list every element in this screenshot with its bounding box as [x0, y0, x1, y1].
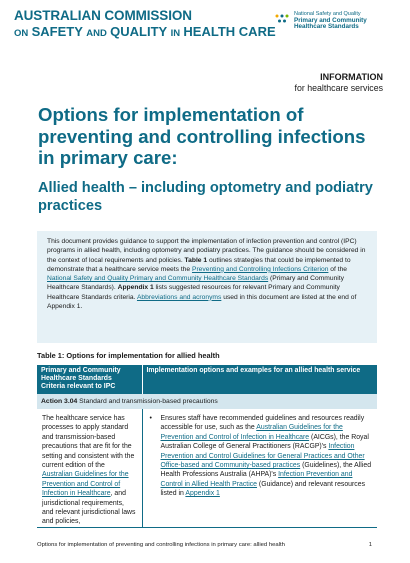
racgp-guidelines-link[interactable]: Infection Prevention and Control Guidelines for General Practices and Other Office-based and Community-based practices — [160, 443, 365, 469]
list-item: • Ensures staff have recommended guidelines and resources readily accessible for use, such as the Australian Guidelines for the Prevention and Control of Infection in Healthcare (AICGs), the Royal Australian College of General Practitioners (RACGP)'s Infection Prevention and Control Guidelines for General Practices and Other Office-based and Community-based practices (Guidelines), the Allied Health Professions Australia (AHPA)'s Infection Prevention and Control in Allied Health Practice (Guidance) and relevant resources listed in Appendix 1 — [161, 414, 373, 499]
column-header-options: Implementation options and examples for an allied health service — [142, 365, 377, 394]
action-number: Action 3.04 — [41, 397, 78, 405]
appendix-link[interactable]: Appendix 1 — [185, 490, 220, 498]
standards-logo-line3: Healthcare Standards — [294, 23, 359, 31]
ahpa-guidance-link[interactable]: Infection Prevention and Control in Allied Health Practice — [160, 471, 353, 488]
criteria-text-1: The healthcare service has processes to apply standard and transmission-based precautions that are fit for the setting and consistent with the current edition of the — [42, 415, 135, 469]
intro-text-2: outlines strategies that could be implemented to demonstrate that a healthcare service meets the — [47, 256, 351, 273]
standards-link[interactable]: National Safety and Quality Primary and Community Healthcare Standards — [47, 275, 269, 282]
intro-box — [37, 231, 377, 343]
table-row — [37, 409, 377, 527]
intro-appendix-ref: Appendix 1 — [117, 284, 154, 292]
intro-text-6: used in this document are listed at the end of Appendix 1. — [47, 293, 357, 310]
action-row — [37, 394, 377, 409]
implementation-table — [37, 365, 377, 528]
criterion-link[interactable]: Preventing and Controlling Infections Criterion — [191, 265, 329, 273]
org-name-line2: ON SAFETY AND QUALITY IN HEALTH CARE — [14, 23, 276, 39]
column-header-criteria: Primary and Community Healthcare Standards Criteria relevant to IPC — [37, 365, 142, 394]
standards-dots-icon — [274, 13, 290, 27]
intro-text-5: lists suggested resources for relevant Primary and Community Healthcare Standards criteria. — [47, 284, 340, 301]
org-name-line1: AUSTRALIAN COMMISSION — [14, 8, 192, 23]
page-title: Options for implementation of preventing and controlling infections in primary care: — [38, 104, 366, 169]
intro-table-ref: Table 1 — [184, 256, 208, 264]
info-sub: for healthcare services — [294, 82, 383, 93]
standards-logo-small: National Safety and Quality — [294, 11, 361, 17]
table-caption: Table 1: Options for implementation for allied health — [37, 351, 220, 360]
criteria-text-2: , and jurisdictional requirements, and relevant jurisdictional laws and policies, — [42, 490, 136, 526]
intro-text-3: of the — [330, 265, 348, 273]
aicg-guidelines-link[interactable]: Australian Guidelines for the Prevention and Control of Infection in Healthcare — [160, 424, 343, 441]
action-label — [37, 394, 377, 409]
standards-logo — [274, 12, 367, 31]
aicg-link[interactable]: Australian Guidelines for the Prevention and Control of Infection in Healthcare — [42, 471, 129, 498]
table-header-row — [37, 365, 377, 394]
info-label — [295, 72, 384, 93]
options-cell — [142, 409, 377, 527]
info-heading: INFORMATION — [320, 72, 383, 82]
abbreviations-link[interactable]: Abbreviations and acronyms — [136, 293, 222, 301]
intro-text-1: This document provides guidance to support the implementation of infection prevention and control (IPC) programs in allied health, including optometry and podiatry practices. The guidance should be considered in the context of local requirements and policies. — [47, 238, 366, 264]
options-list — [148, 414, 373, 499]
page-footer: Options for implementation of preventing and controlling infections in primary care: allied health — [37, 542, 285, 548]
standards-logo-line2: Primary and Community — [294, 16, 367, 24]
intro-text-4: (Primary and Community Healthcare Standards). — [47, 275, 344, 292]
criteria-cell — [37, 409, 142, 527]
page-number: 1 — [368, 542, 372, 548]
commission-logo — [14, 9, 276, 38]
action-title: Standard and transmission-based precautions — [77, 397, 218, 405]
page-subtitle: Allied health – including optometry and podiatry practices — [38, 180, 373, 214]
